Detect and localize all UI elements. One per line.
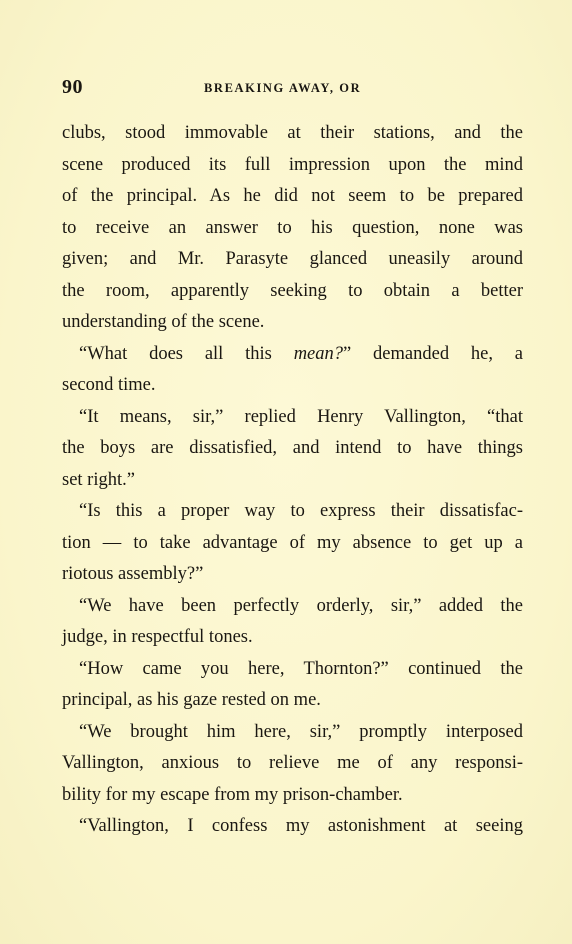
text-line: the boys are dissatisfied, and intend to have things — [62, 438, 523, 458]
body-text — [62, 118, 523, 843]
text-line: “How came you here, Thornton?” continued the — [79, 658, 523, 679]
text-segment: “What does all this — [79, 343, 294, 364]
text-line: “Vallington, I confess my astonishment at seeing — [79, 816, 523, 836]
text-line: Vallington, anxious to relieve me of any responsi- — [62, 753, 523, 773]
text-line: set right.” — [62, 469, 135, 490]
text-line: judge, in respectful tones. — [62, 627, 253, 647]
text-line — [62, 339, 523, 371]
text-line: “We have been perfectly orderly, sir,” added the — [79, 595, 523, 616]
running-title: BREAKING AWAY, OR — [204, 81, 362, 95]
text-line: the room, apparently seeking to obtain a better — [62, 280, 523, 301]
text-line: bility for my escape from my prison-chamber. — [62, 784, 403, 805]
text-line: scene produced its full impression upon the mind — [62, 154, 523, 175]
text-line: second time. — [62, 375, 156, 395]
text-line: “It means, sir,” replied Henry Vallington, “that — [79, 406, 523, 427]
text-line: tion — to take advantage of my absence to get up a — [62, 532, 523, 553]
text-line: principal, as his gaze rested on me. — [62, 690, 321, 710]
page-header — [62, 76, 522, 100]
text-line: “Is this a proper way to express their dissatisfac- — [79, 501, 523, 521]
text-line: given; and Mr. Parasyte glanced uneasily around — [62, 249, 523, 269]
text-line: “We brought him here, sir,” promptly interposed — [79, 721, 523, 742]
text-line: clubs, stood immovable at their stations, and the — [62, 123, 523, 143]
emphasis-text: mean? — [293, 343, 344, 364]
text-line: understanding of the scene. — [62, 312, 265, 332]
text-line: of the principal. As he did not seem to be prepared — [62, 186, 523, 206]
page-number: 90 — [62, 76, 83, 98]
text-segment: ” demanded he, a — [343, 343, 523, 364]
text-line: to receive an answer to his question, none was — [62, 217, 523, 238]
text-line: riotous assembly?” — [62, 564, 204, 584]
